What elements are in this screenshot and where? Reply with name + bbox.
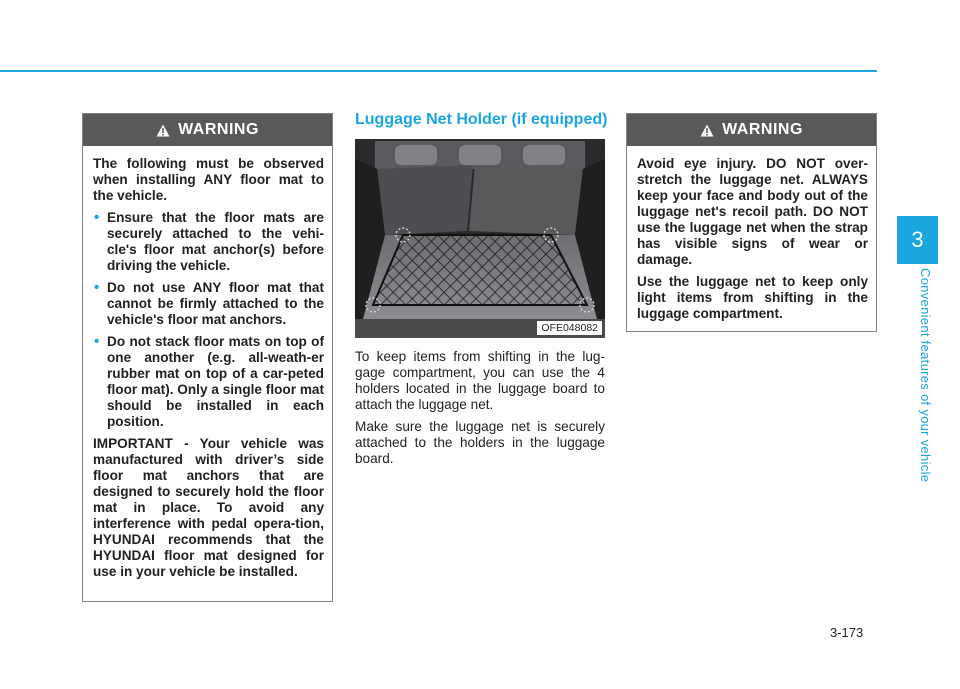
warning-intro: The following must be observed when installing ANY floor mat to the vehicle.	[93, 156, 324, 203]
warning-body	[627, 146, 876, 336]
warning-bullet: • Do not stack floor mats on top of one another (e.g. all-weath-er rubber mat on top of a car-peted floor mat). Only a single floor mat should be installed in each position.	[93, 334, 324, 430]
warning-title: WARNING	[722, 121, 803, 138]
chapter-tab	[897, 216, 938, 264]
warning-bullet-list	[93, 210, 324, 430]
section-body	[355, 349, 605, 473]
chapter-number: 3	[911, 227, 924, 252]
warning-important-note: IMPORTANT - Your vehicle was manufactured with driver’s side floor mat anchors that are designed to securely hold the floor mat in place. To avoid any interference with pedal opera-tion, HYUNDAI recommends that the HYUNDAI floor mat designed for use in your vehicle be installed.	[93, 436, 324, 579]
figure-code: OFE048082	[537, 321, 602, 335]
chapter-title: Convenient features of your vehicle	[918, 268, 933, 483]
warning-header	[627, 114, 876, 146]
top-rule	[0, 70, 877, 72]
warning-triangle-icon	[700, 124, 714, 137]
warning-bullet: • Do not use ANY floor mat that cannot be firmly attached to the vehicle's floor mat anchors.	[93, 280, 324, 328]
section-heading: Luggage Net Holder (if equipped)	[355, 111, 608, 128]
warning-paragraph: Avoid eye injury. DO NOT over-stretch the luggage net. ALWAYS keep your face and body out of the luggage net's recoil path. DO NOT use the luggage net when the strap has visible signs of wear or damage.	[637, 156, 868, 267]
warning-body	[83, 146, 332, 594]
warning-paragraph: Use the luggage net to keep only light items from shifting in the luggage compartment.	[637, 274, 868, 321]
section-paragraph: To keep items from shifting in the lug-gage compartment, you can use the 4 holders located in the luggage board to attach the luggage net.	[355, 349, 605, 412]
luggage-compartment-illustration	[355, 139, 605, 338]
section-paragraph: Make sure the luggage net is securely attached to the holders in the luggage board.	[355, 419, 605, 466]
warning-header	[83, 114, 332, 146]
warning-triangle-icon	[156, 124, 170, 137]
luggage-net-figure	[355, 139, 605, 338]
page-number: 3-173	[830, 625, 864, 640]
floor-mat-warning-box	[82, 113, 333, 602]
warning-bullet: • Ensure that the floor mats are securely attached to the vehi-cle's floor mat anchor(s) before driving the vehicle.	[93, 210, 324, 274]
warning-title: WARNING	[178, 121, 259, 138]
luggage-net-warning-box	[626, 113, 877, 332]
